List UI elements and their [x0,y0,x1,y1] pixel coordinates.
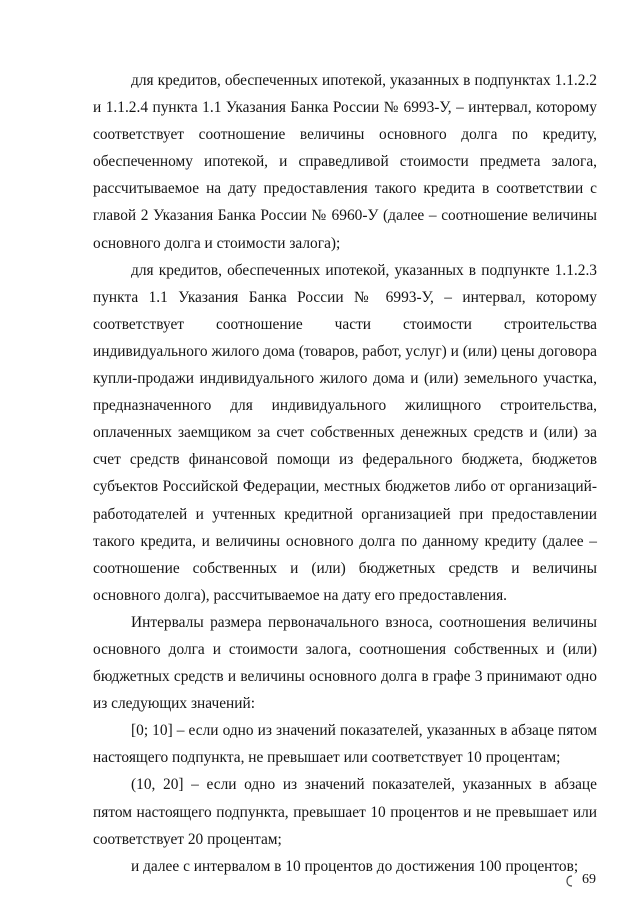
stamp-mark-icon [565,874,575,888]
paragraph-6: и далее с интервалом в 10 процентов до достижения 100 процентов; [131,857,579,875]
paragraph-5: (10, 20] – если одно из значений показателей, указанных в абзаце пятом настоящего подпункта, превышает 10 процентов и не превышает или соответствует 20 процентам; [93,776,597,848]
page-number: 69 [582,872,596,887]
body-text [93,67,597,880]
paragraph-3: Интервалы размера первоначального взноса, соотношения величины основного долга и стоимости залога, соотношения собственных и (или) бюджетных средств и величины основного долга в графе 3 принимают одно из следующих значений: [93,613,597,713]
paragraph-2: для кредитов, обеспеченных ипотекой, указанных в подпункте 1.1.2.3 пункта 1.1 Указания Банка России № 6993-У, – интервал, которому соответствует соотношение части стоимости строительства индивидуального жилого дома (товаров, работ, услуг) и (или) цены договора купли-продажи индивидуального жилого дома и (или) земельного участка, предназначенного для индивидуального жилищного строительства, оплаченных заемщиком за счет собственных денежных средств и (или) за счет средств финансовой помощи из федерального бюджета, бюджетов субъектов Российской Федерации, местных бюджетов либо от организаций-работодателей и учтенных кредитной организацией при предоставлении такого кредита, и величины основного долга по данному кредиту (далее – соотношение собственных и (или) бюджетных средств и величины основного долга), рассчитываемое на дату его предоставления. [93,261,597,604]
paragraph-4: [0; 10] – если одно из значений показателей, указанных в абзаце пятом настоящего подпункта, не превышает или соответствует 10 процентам; [93,722,597,767]
paragraph-1: для кредитов, обеспеченных ипотекой, указанных в подпунктах 1.1.2.2 и 1.1.2.4 пункта 1.1 Указания Банка России № 6993-У, – интервал, которому соответствует соотношение величины основного долга по кредиту, обеспеченному ипотекой, и справедливой стоимости предмета залога, рассчитываемое на дату предоставления такого кредита в соответствии с главой 2 Указания Банка России № 6960-У (далее – соотношение величины основного долга и стоимости залога); [93,72,597,252]
